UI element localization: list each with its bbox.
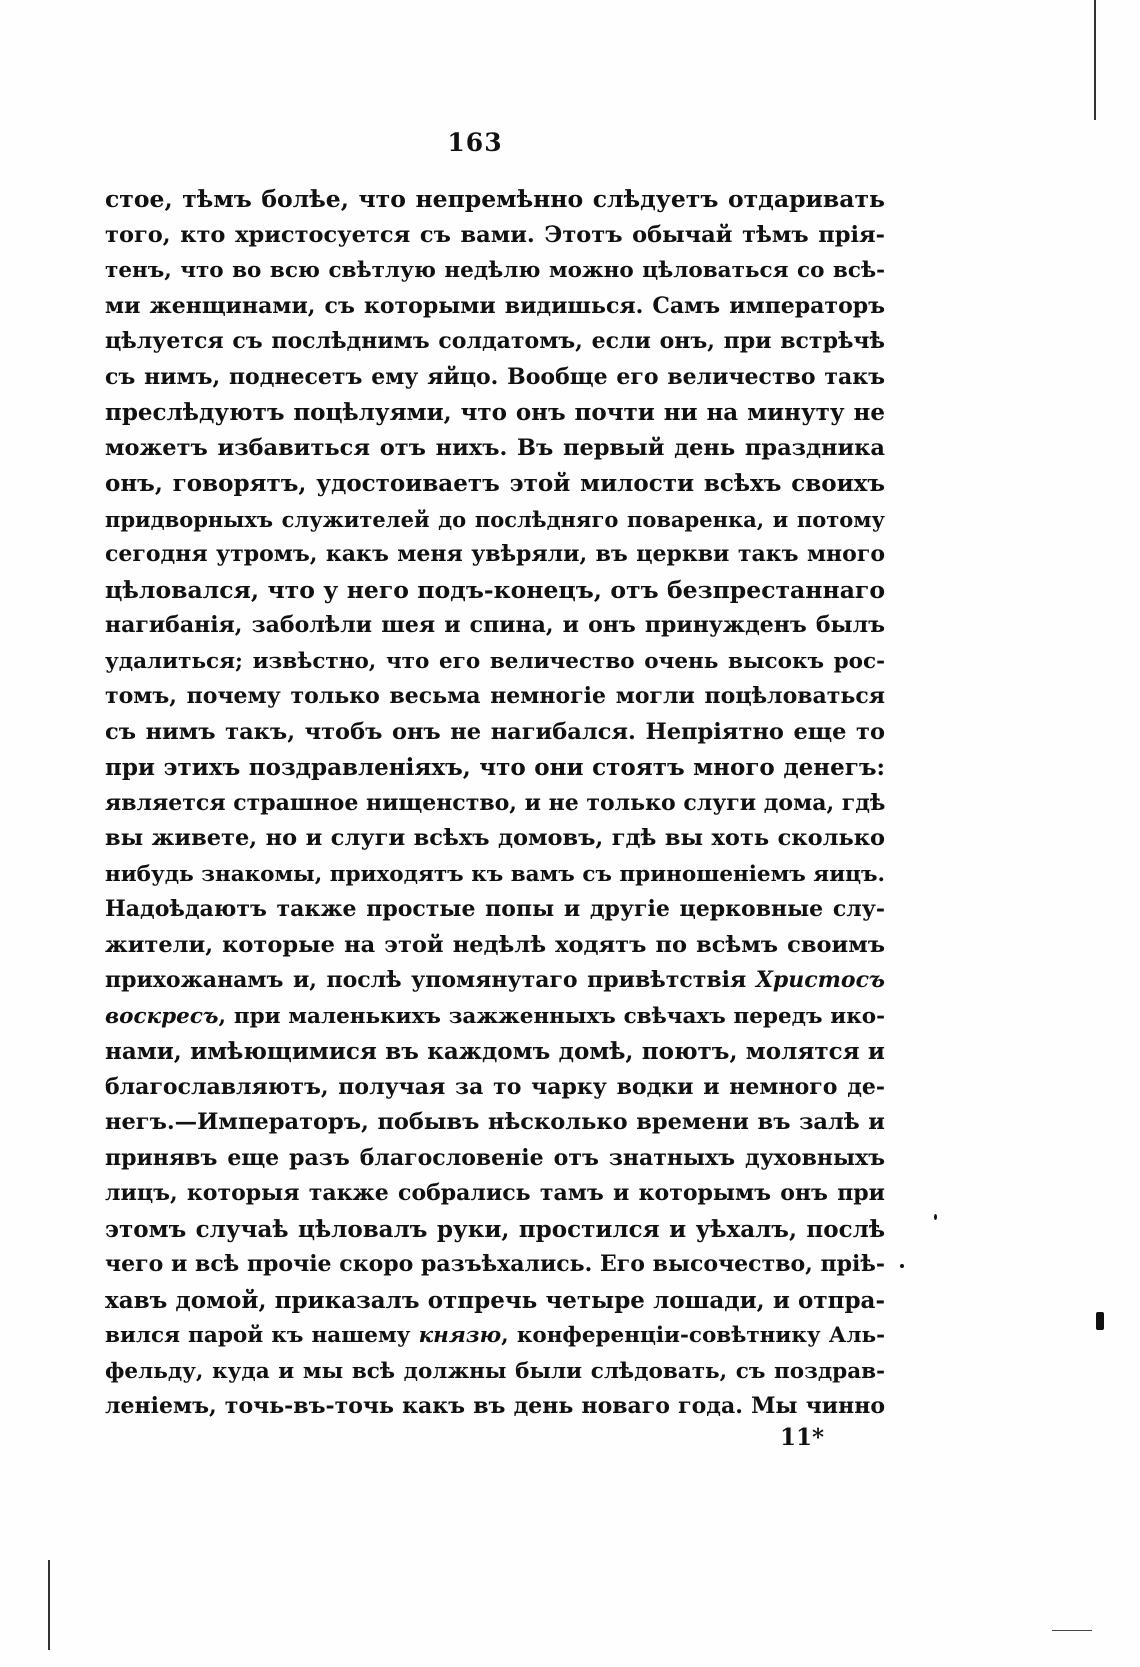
text-line: стое, тѣмъ болѣе, что непремѣнно слѣдуетъ отдаривать	[105, 185, 885, 213]
text-line: хавъ домой, приказалъ отпречь четыре лошади, и отпра-	[105, 1286, 885, 1314]
text-line: негъ.—Императоръ, побывъ нѣсколько времени въ залѣ и	[105, 1109, 885, 1135]
text-line: нагибанія, заболѣли шея и спина, и онъ принужденъ былъ	[105, 612, 885, 638]
text-line: цѣлуется съ послѣднимъ солдатомъ, если онъ, при встрѣчѣ	[105, 328, 885, 354]
text-line: можетъ избавиться отъ нихъ. Въ первый день праздника	[105, 434, 885, 461]
text-line: чего и всѣ прочіе скоро разъѣхались. Его высочество, пріѣ-	[105, 1251, 885, 1277]
text-line: леніемъ, точь-въ-точь какъ въ день новаго года. Мы чинно	[105, 1393, 885, 1419]
text-line: нами, имѣющимися въ каждомъ домѣ, поютъ, молятся и	[105, 1038, 885, 1065]
text-line: того, кто христосуется съ вами. Этотъ обычай тѣмъ прія-	[105, 221, 885, 248]
text-line: сегодня утромъ, какъ меня увѣряли, въ церкви такъ много	[105, 541, 885, 567]
text-line: вился парой къ нашему князю, конференціи-совѣтнику Аль-	[105, 1323, 885, 1348]
page-number: 163	[447, 128, 503, 157]
text-line: съ нимъ, поднесетъ ему яйцо. Вообще его величество такъ	[105, 363, 885, 390]
text-line: онъ, говорятъ, удостоиваетъ этой милости всѣхъ своихъ	[105, 470, 885, 497]
scan-edge-line-left	[48, 1560, 50, 1650]
text-line: прихожанамъ и, послѣ упомянутаго привѣтствія Христосъ	[105, 967, 885, 993]
text-line: нибудь знакомы, приходятъ къ вамъ съ приношеніемъ яицъ.	[105, 861, 885, 887]
text-line: лицъ, которыя также собрались тамъ и которымъ онъ при	[105, 1180, 885, 1206]
text-line: Надоѣдаютъ также простые попы и другіе церковные слу-	[105, 896, 885, 922]
text-line: принявъ еще разъ благословеніе отъ знатныхъ духовныхъ	[105, 1144, 885, 1171]
text-line: цѣловался, что у него подъ-конецъ, отъ безпрестаннаго	[105, 575, 885, 604]
ink-speck	[900, 1264, 904, 1268]
text-line: жители, которые на этой недѣлѣ ходятъ по всѣмъ своимъ	[105, 931, 885, 958]
scan-edge-line	[1094, 0, 1096, 120]
text-line: томъ, почему только весьма немногіе могли поцѣловаться	[105, 683, 885, 709]
text-line: при этихъ поздравленіяхъ, что они стоятъ много денегъ:	[105, 754, 885, 781]
ink-speck	[1096, 1312, 1104, 1330]
text-line: придворныхъ служителей до послѣдняго поваренка, и потому	[105, 506, 885, 532]
text-line: преслѣдуютъ поцѣлуями, что онъ почти ни на минуту не	[105, 399, 885, 426]
text-line: вы живете, но и слуги всѣхъ домовъ, гдѣ вы хоть сколько	[105, 825, 885, 851]
signature-mark: 11*	[780, 1424, 825, 1451]
text-line: съ нимъ такъ, чтобъ онъ не нагибался. Непріятно еще то	[105, 718, 885, 745]
text-line: тенъ, что во всю свѣтлую недѣлю можно цѣловаться со всѣ-	[105, 258, 885, 283]
text-line: фельду, куда и мы всѣ должны были слѣдовать, съ поздрав-	[105, 1358, 885, 1384]
text-line: является страшное нищенство, и не только слуги дома, гдѣ	[105, 789, 885, 816]
text-line: этомъ случаѣ цѣловалъ руки, простился и уѣхалъ, послѣ	[105, 1215, 885, 1243]
body-text	[105, 182, 885, 1425]
ink-speck	[934, 1214, 937, 1220]
text-line: удалиться; извѣстно, что его величество очень высокъ рос-	[105, 648, 885, 674]
text-line: благославляютъ, получая за то чарку водки и немного де-	[105, 1073, 885, 1100]
italic-phrase: Христосъ	[755, 967, 885, 993]
text-line: воскресъ, при маленькихъ зажженныхъ свѣчахъ передъ ико-	[105, 1003, 885, 1029]
text-line: ми женщинами, съ которыми видишься. Самъ императоръ	[105, 292, 885, 319]
italic-phrase: воскресъ	[105, 1003, 219, 1029]
italic-phrase: князю	[418, 1323, 502, 1348]
scan-edge-line-bottom	[1052, 1630, 1092, 1631]
